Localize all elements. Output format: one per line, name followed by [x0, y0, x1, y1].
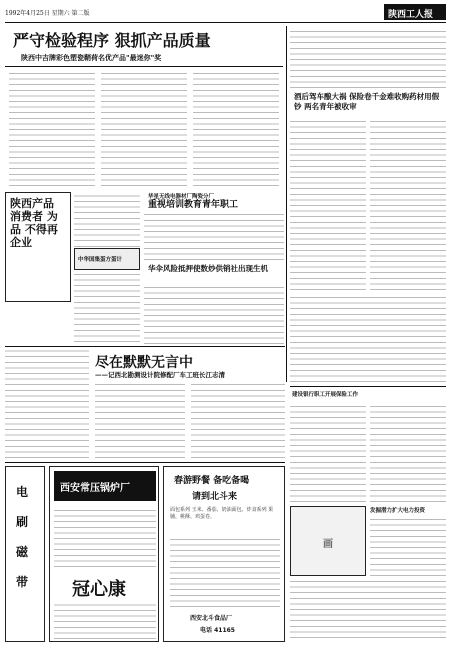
- masthead-logo: 陕西工人报: [388, 10, 434, 20]
- bottom-story: [5, 350, 285, 460]
- mid-story-1: [144, 192, 284, 262]
- ad-right-products: 面包系列 玉米、番茄、奶油面包、炸食系列 果脯、桃酥、鸡蛋卷。: [170, 507, 274, 520]
- bottom-story-title: 尽在默默无言中: [95, 355, 193, 371]
- left-box: [74, 248, 140, 270]
- right-top-story: [290, 28, 446, 382]
- bottom-story-col3: [191, 382, 285, 458]
- right-bottom-cartoon-caption: 画: [323, 539, 333, 550]
- right-bottom-text-1: [290, 402, 366, 502]
- right-col-text-2: [290, 120, 366, 290]
- mid-story-2-title: 华伞风险抵押使数炒供销社出现生机: [148, 264, 268, 273]
- ad-left: [5, 466, 45, 642]
- mid-story-1-title: 重视培训教育青年职工: [148, 200, 239, 210]
- ad-right-text: [170, 537, 280, 607]
- ad-center-slogan: 冠心康: [72, 579, 126, 600]
- ad-right: [163, 466, 285, 642]
- masthead: [5, 4, 446, 22]
- mid-story-1-kicker: 华星无线电器材厂陶瓷分厂: [148, 194, 215, 200]
- ad-right-title: 春游野餐 备吃备喝: [174, 476, 250, 486]
- top-story-body-col3: [193, 70, 279, 186]
- top-story: [5, 28, 283, 188]
- top-story-title: 严守检验程序 狠抓产品质量: [13, 31, 211, 50]
- top-story-subtitle: 陕西中吉牌彩色塑瓷鞘荷名优产品"最迷你"奖: [21, 54, 162, 62]
- left-mid-block: [5, 192, 71, 302]
- mid-story-2: [144, 264, 284, 344]
- ad-right-phone: 电话 41165: [200, 627, 235, 634]
- right-col-text-4: [290, 296, 446, 382]
- masthead-logo-box: [384, 4, 446, 20]
- ad-right-address: 西安北斗食品厂: [190, 615, 233, 622]
- ad-center-text: [54, 507, 156, 567]
- mid-story-1-body: [144, 214, 284, 260]
- right-bottom: [290, 390, 446, 640]
- right-bottom-text-3: [370, 516, 446, 576]
- left-box-label: 中华国集蛋方蛋计: [78, 257, 123, 263]
- ad-right-subtitle: 请到北斗来: [192, 492, 238, 502]
- bottom-story-col2: [95, 382, 185, 458]
- right-bottom-cartoon: [290, 506, 366, 576]
- ad-left-text: 电 刷 磁 带: [16, 485, 29, 589]
- top-story-body-col2: [101, 70, 187, 186]
- masthead-rule: [5, 22, 446, 23]
- right-col-text-1: [290, 28, 446, 88]
- right-bottom-item1: 建设银行职工开展保险工作: [292, 392, 359, 398]
- left-vertical-title: 陕西产品 消费者 为品 不得再 企业: [10, 197, 58, 249]
- bottom-story-col1: [5, 350, 89, 458]
- ad-center-text-2: [54, 603, 156, 639]
- right-top-title: 酒后驾车酿大祸 保险卷千金难收购药材用假钞 两名青年被收审: [294, 92, 440, 111]
- bottom-story-subtitle: ——记西北勘测设计院修配厂车工班长江志清: [95, 371, 225, 379]
- masthead-date: 1992年4月25日 星期六 第二版: [5, 10, 90, 17]
- ad-center-banner: [54, 471, 156, 501]
- ad-center: [49, 466, 159, 642]
- right-bottom-item2: 发掘潜力扩大电力投资: [370, 508, 426, 514]
- top-story-body-col1: [9, 70, 95, 186]
- right-bottom-text-2: [370, 402, 446, 502]
- right-col-text-3: [370, 120, 446, 290]
- right-bottom-text-4: [290, 580, 446, 638]
- ad-center-brand: 西安常压锅炉厂: [60, 483, 130, 494]
- mid-story-2-body: [144, 286, 284, 344]
